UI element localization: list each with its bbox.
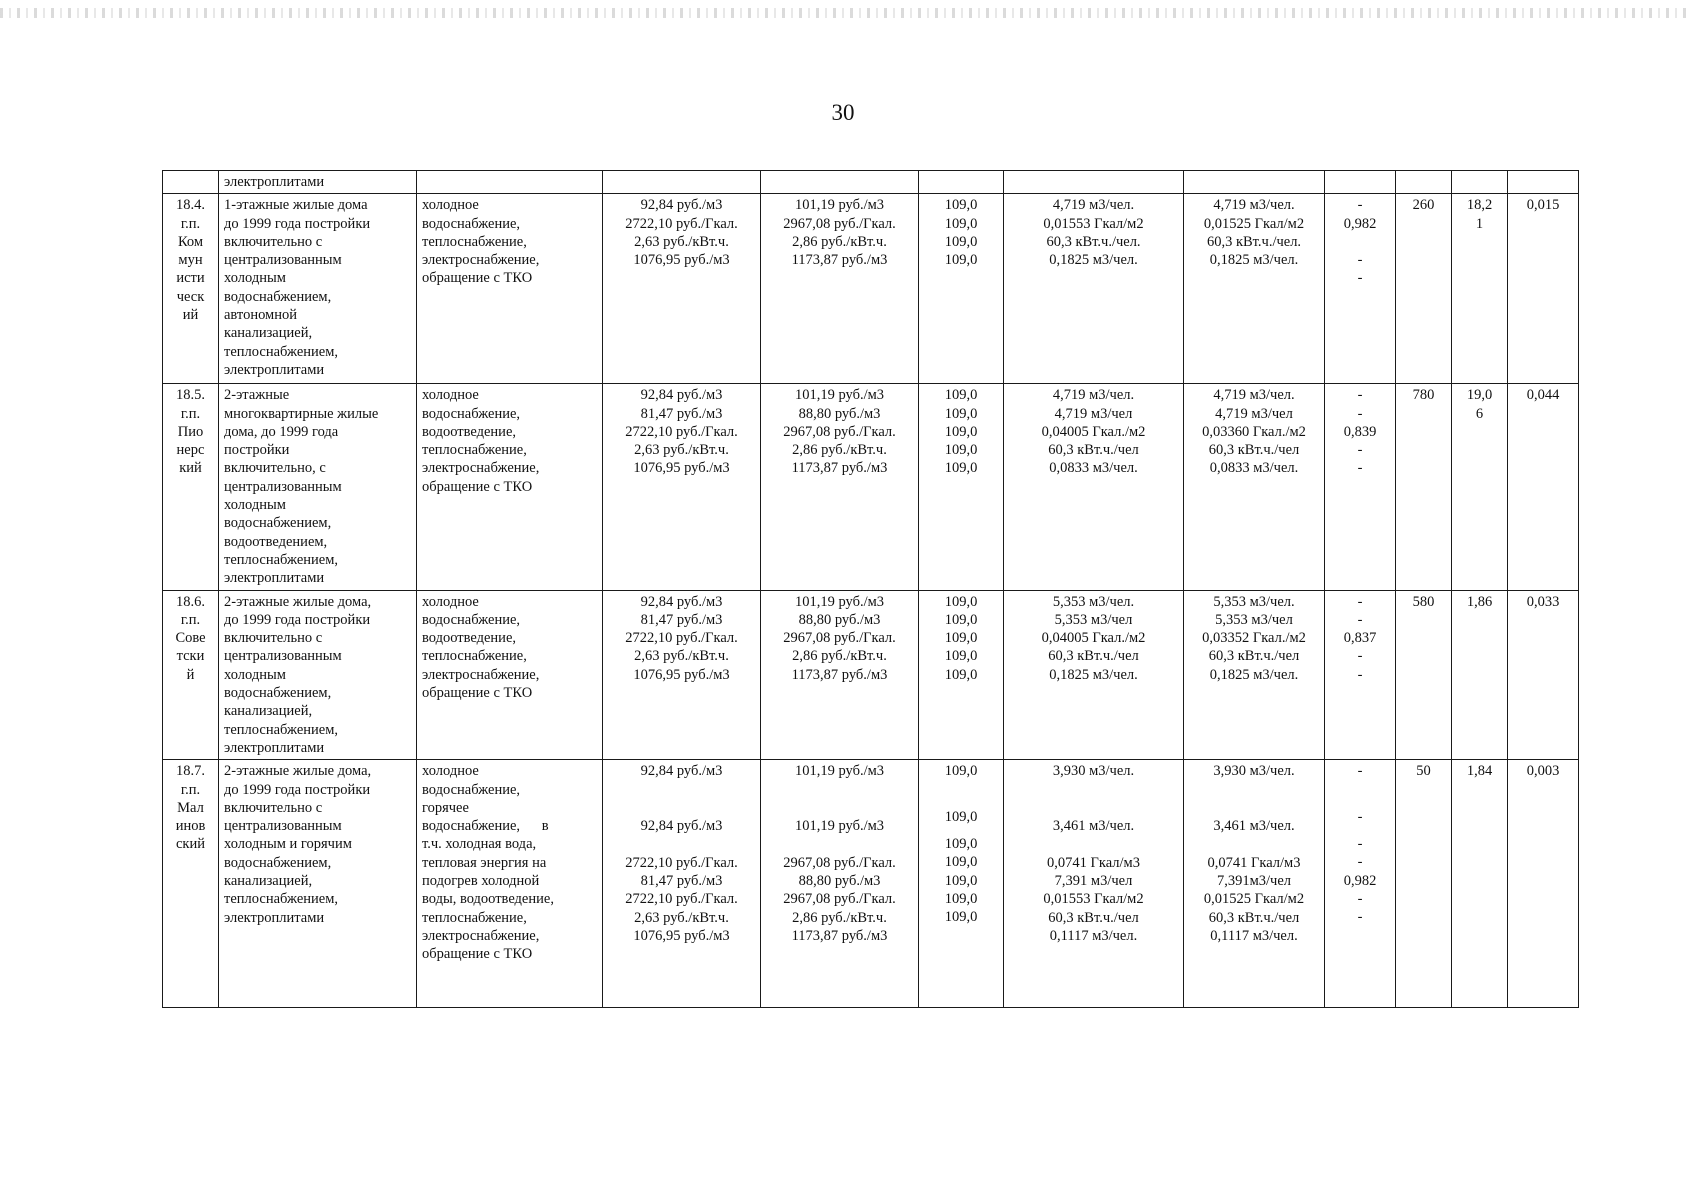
row-tariff-new: 101,19 руб./м3 88,80 руб./м3 2967,08 руб./Гкал. 2,86 руб./кВт.ч. 1173,87 руб./м3: [761, 384, 919, 590]
table-row-18-4: [163, 194, 1579, 384]
row-tariff-old: 92,84 руб./м3 81,47 руб./м3 2722,10 руб./Гкал. 2,63 руб./кВт.ч. 1076,95 руб./м3: [603, 590, 761, 760]
row-index: 109,0 109,0 109,0 109,0 109,0: [919, 384, 1004, 590]
row-description: 1-этажные жилые дома до 1999 года постройки включительно с централизованным холодным водоснабжением, автономной канализацией, теплоснабжением, электроплитами: [219, 194, 417, 384]
row-id-place: 18.4. г.п. Ком мун исти ческ ий: [163, 194, 219, 384]
row-norm-old: 5,353 м3/чел. 5,353 м3/чел 0,04005 Гкал./м2 60,3 кВт.ч./чел 0,1825 м3/чел.: [1004, 590, 1184, 760]
row-share: 0,033: [1508, 590, 1579, 760]
row-norm-new: 4,719 м3/чел. 0,01525 Гкал/м2 60,3 кВт.ч./чел. 0,1825 м3/чел.: [1184, 194, 1325, 384]
row-index: 109,0 109,0 109,0 109,0 109,0: [919, 590, 1004, 760]
row-norm-old: 4,719 м3/чел. 0,01553 Гкал/м2 60,3 кВт.ч./чел. 0,1825 м3/чел.: [1004, 194, 1184, 384]
page-number: 30: [831, 100, 855, 125]
row-description: электроплитами: [219, 171, 417, 194]
row-index: 109,0 109,0 109,0 109,0: [919, 194, 1004, 384]
scan-edge-noise: [0, 8, 1686, 18]
row-tariff-new: 101,19 руб./м3 2967,08 руб./Гкал. 2,86 руб./кВт.ч. 1173,87 руб./м3: [761, 194, 919, 384]
row-tariff-new: 101,19 руб./м3 88,80 руб./м3 2967,08 руб./Гкал. 2,86 руб./кВт.ч. 1173,87 руб./м3: [761, 590, 919, 760]
row-coef: - - 0,837 - -: [1325, 590, 1396, 760]
row-pct: 19,0 6: [1452, 384, 1508, 590]
table-row-continuation: [163, 171, 1579, 194]
row-coef: - 0,982 - -: [1325, 194, 1396, 384]
table-row-18-7: [163, 760, 1579, 1008]
row-services: холодное водоснабжение, водоотведение, теплоснабжение, электроснабжение, обращение с ТКО: [417, 384, 603, 590]
row-pct: 18,2 1: [1452, 194, 1508, 384]
row-description: 2-этажные многоквартирные жилые дома, до 1999 года постройки включительно, с централизованным холодным водоснабжением, водоотведением, теплоснабжением, электроплитами: [219, 384, 417, 590]
row-count: 260: [1396, 194, 1452, 384]
row-norm-old: 3,930 м3/чел. 3,461 м3/чел. 0,0741 Гкал/м3 7,391 м3/чел 0,01553 Гкал/м2 60,3 кВт.ч./чел 0,1117 м3/чел.: [1004, 760, 1184, 1008]
row-index: 109,0 109,0 109,0 109,0 109,0 109,0 109,0: [919, 760, 1004, 1008]
row-tariff-old: 92,84 руб./м3 2722,10 руб./Гкал. 2,63 руб./кВт.ч. 1076,95 руб./м3: [603, 194, 761, 384]
row-count: 780: [1396, 384, 1452, 590]
row-norm-new: 4,719 м3/чел. 4,719 м3/чел 0,03360 Гкал./м2 60,3 кВт.ч./чел 0,0833 м3/чел.: [1184, 384, 1325, 590]
row-id-place: 18.7. г.п. Мал инов ский: [163, 760, 219, 1008]
row-tariff-new: 101,19 руб./м3 101,19 руб./м3 2967,08 руб./Гкал. 88,80 руб./м3 2967,08 руб./Гкал. 2,86 руб./кВт.ч. 1173,87 руб./м3: [761, 760, 919, 1008]
row-count: 580: [1396, 590, 1452, 760]
row-count: 50: [1396, 760, 1452, 1008]
row-pct: 1,84: [1452, 760, 1508, 1008]
row-description: 2-этажные жилые дома, до 1999 года постройки включительно с централизованным холодным водоснабжением, канализацией, теплоснабжением, электроплитами: [219, 590, 417, 760]
row-coef: - - 0,839 - -: [1325, 384, 1396, 590]
tariff-table: [162, 170, 1579, 1008]
row-norm-new: 3,930 м3/чел. 3,461 м3/чел. 0,0741 Гкал/м3 7,391м3/чел 0,01525 Гкал/м2 60,3 кВт.ч./чел 0,1117 м3/чел.: [1184, 760, 1325, 1008]
row-tariff-old: 92,84 руб./м3 92,84 руб./м3 2722,10 руб./Гкал. 81,47 руб./м3 2722,10 руб./Гкал. 2,63 руб./кВт.ч. 1076,95 руб./м3: [603, 760, 761, 1008]
table-row-18-6: [163, 590, 1579, 760]
row-share: 0,015: [1508, 194, 1579, 384]
row-coef: - - - - 0,982 - -: [1325, 760, 1396, 1008]
row-id-place: 18.5. г.п. Пио нерс кий: [163, 384, 219, 590]
row-services: холодное водоснабжение, теплоснабжение, электроснабжение, обращение с ТКО: [417, 194, 603, 384]
row-tariff-old: 92,84 руб./м3 81,47 руб./м3 2722,10 руб./Гкал. 2,63 руб./кВт.ч. 1076,95 руб./м3: [603, 384, 761, 590]
row-services: холодное водоснабжение, горячее водоснабжение, в т.ч. холодная вода, тепловая энергия на подогрев холодной воды, водоотведение, теплоснабжение, электроснабжение, обращение с ТКО: [417, 760, 603, 1008]
row-share: 0,044: [1508, 384, 1579, 590]
row-pct: 1,86: [1452, 590, 1508, 760]
row-share: 0,003: [1508, 760, 1579, 1008]
row-description: 2-этажные жилые дома, до 1999 года постройки включительно с централизованным холодным и горячим водоснабжением, канализацией, теплоснабжением, электроплитами: [219, 760, 417, 1008]
row-norm-old: 4,719 м3/чел. 4,719 м3/чел 0,04005 Гкал./м2 60,3 кВт.ч./чел 0,0833 м3/чел.: [1004, 384, 1184, 590]
row-norm-new: 5,353 м3/чел. 5,353 м3/чел 0,03352 Гкал./м2 60,3 кВт.ч./чел 0,1825 м3/чел.: [1184, 590, 1325, 760]
row-id-place: 18.6. г.п. Сове тски й: [163, 590, 219, 760]
row-services: холодное водоснабжение, водоотведение, теплоснабжение, электроснабжение, обращение с ТКО: [417, 590, 603, 760]
table-row-18-5: [163, 384, 1579, 590]
